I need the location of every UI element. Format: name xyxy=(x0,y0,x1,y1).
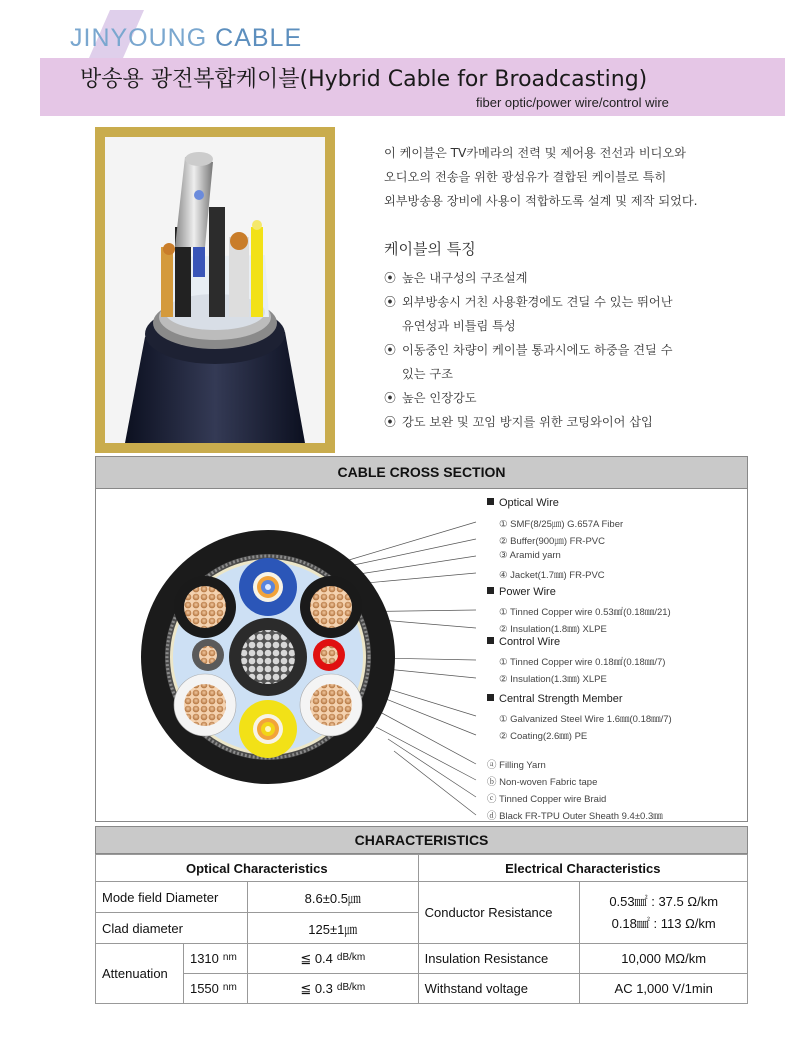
features-title: 케이블의 특징 xyxy=(384,240,476,258)
attenuation-unit: dB/km xyxy=(336,951,366,963)
legend-group-name: Optical Wire xyxy=(499,497,559,509)
withstand-voltage-label: Withstand voltage xyxy=(418,974,580,1004)
legend-item: ② Insulation(1.8㎜) XLPE xyxy=(499,624,607,635)
page-subtitle: fiber optic/power wire/control wire xyxy=(476,95,669,110)
bullet-icon: ⦿ xyxy=(384,343,397,357)
legend-footnote: ⓐ Filling Yarn xyxy=(487,760,546,771)
brand-name-2: CABLE xyxy=(207,24,303,52)
attenuation-value: ≦ 0.4 xyxy=(300,950,333,966)
bullet-icon: ⦿ xyxy=(384,391,397,405)
optical-header: Optical Characteristics xyxy=(96,855,419,882)
brand-name-1: JINYOUNG xyxy=(70,24,208,52)
wavelength-unit: nm xyxy=(222,982,237,993)
legend-item: ② Coating(2.6㎜) PE xyxy=(499,731,588,742)
wavelength-cell xyxy=(183,974,247,1004)
product-photo-frame xyxy=(95,127,335,453)
legend-group xyxy=(487,693,623,705)
table-row xyxy=(96,974,748,1004)
clad-label: Clad diameter xyxy=(96,913,248,944)
feature-item xyxy=(384,410,764,434)
attenuation-label: Attenuation xyxy=(96,944,184,1004)
attenuation-cell xyxy=(247,944,418,974)
legend-item: ① Tinned Copper wire 0.53㎟(0.18㎜/21) xyxy=(499,607,671,618)
bullet-icon: ⦿ xyxy=(384,295,397,309)
feature-text: 높은 내구성의 구조설계 xyxy=(402,271,528,285)
square-bullet-icon xyxy=(487,694,494,701)
square-bullet-icon xyxy=(487,498,494,505)
legend-group xyxy=(487,636,560,648)
legend-item: ② Insulation(1.3㎜) XLPE xyxy=(499,674,607,685)
cross-section-header: CABLE CROSS SECTION xyxy=(95,456,748,489)
product-photo xyxy=(105,137,325,443)
conductor-resistance-label: Conductor Resistance xyxy=(418,882,580,944)
legend-item: ① Galvanized Steel Wire 1.6㎜(0.18㎜/7) xyxy=(499,714,672,725)
feature-text-cont: 유연성과 비틀림 특성 xyxy=(402,319,516,333)
legend-item: ④ Jacket(1.7㎜) FR-PVC xyxy=(499,570,605,581)
clad-value: 125±1㎛ xyxy=(247,913,418,944)
attenuation-unit: dB/km xyxy=(336,981,366,993)
legend-item: ③ Aramid yarn xyxy=(499,550,561,561)
characteristics-table xyxy=(95,854,748,1004)
square-bullet-icon xyxy=(487,637,494,644)
brand-logo xyxy=(70,24,302,53)
table-row xyxy=(96,855,748,882)
legend-item: ② Buffer(900㎛) FR-PVC xyxy=(499,536,606,547)
legend-group-name: Control Wire xyxy=(499,636,561,648)
feature-text: 강도 보완 및 꼬임 방지를 위한 코팅와이어 삽입 xyxy=(402,415,653,429)
mfd-value: 8.6±0.5㎛ xyxy=(247,882,418,913)
insulation-resistance-label: Insulation Resistance xyxy=(418,944,580,974)
legend-footnote: ⓑ Non-woven Fabric tape xyxy=(487,777,598,788)
characteristics-header: CHARACTERISTICS xyxy=(95,826,748,854)
legend-footnote: ⓒ Tinned Copper wire Braid xyxy=(487,794,607,805)
conductor-value-line: 0.53㎟ : 37.5 Ω/km xyxy=(609,893,719,909)
description-line: 외부방송용 장비에 사용이 적합하도록 설계 및 제작 되었다. xyxy=(384,194,698,208)
wavelength-value: 1310 xyxy=(189,951,219,966)
legend-group-name: Central Strength Member xyxy=(499,693,623,705)
legend-item: ① SMF(8/25㎛) G.657A Fiber xyxy=(499,519,624,530)
bullet-icon: ⦿ xyxy=(384,271,397,285)
description-line: 이 케이블은 TV카메라의 전력 및 제어용 전선과 비디오와 xyxy=(384,146,686,160)
attenuation-cell xyxy=(247,974,418,1004)
bullet-icon: ⦿ xyxy=(384,415,397,429)
legend-group-name: Power Wire xyxy=(499,586,556,598)
legend-item: ① Tinned Copper wire 0.18㎟(0.18㎜/7) xyxy=(499,657,666,668)
feature-item xyxy=(384,290,764,338)
mfd-label: Mode field Diameter xyxy=(96,882,248,913)
feature-text: 높은 인장강도 xyxy=(402,391,477,405)
attenuation-value: ≦ 0.3 xyxy=(300,980,333,996)
feature-item xyxy=(384,338,764,386)
insulation-resistance-value: 10,000 MΩ/km xyxy=(580,944,748,974)
product-description xyxy=(384,141,764,213)
square-bullet-icon xyxy=(487,587,494,594)
features-list xyxy=(384,266,764,434)
feature-item xyxy=(384,386,764,410)
legend-group xyxy=(487,586,556,598)
withstand-voltage-value: AC 1,000 V/1min xyxy=(580,974,748,1004)
legend-group xyxy=(487,497,559,509)
table-row xyxy=(96,944,748,974)
feature-text: 외부방송시 거친 사용환경에도 견딜 수 있는 뛰어난 xyxy=(402,295,673,309)
conductor-value-line: 0.18㎟ : 113 Ω/km xyxy=(611,915,716,931)
wavelength-value: 1550 xyxy=(189,981,219,996)
electrical-header: Electrical Characteristics xyxy=(418,855,747,882)
legend-footnote: ⓓ Black FR-TPU Outer Sheath 9.4±0.3㎜ xyxy=(487,811,663,822)
table-row xyxy=(96,882,748,913)
feature-text-cont: 있는 구조 xyxy=(402,367,453,381)
wavelength-cell xyxy=(183,944,247,974)
feature-item xyxy=(384,266,764,290)
wavelength-unit: nm xyxy=(222,952,237,963)
feature-text: 이동중인 차량이 케이블 통과시에도 하중을 견딜 수 xyxy=(402,343,673,357)
page-title: 방송용 광전복합케이블(Hybrid Cable for Broadcasting) xyxy=(80,67,648,92)
cable-photo-illustration xyxy=(105,137,325,443)
conductor-resistance-value xyxy=(580,882,748,944)
description-line: 오디오의 전송을 위한 광섬유가 결합된 케이블로 특히 xyxy=(384,170,667,184)
